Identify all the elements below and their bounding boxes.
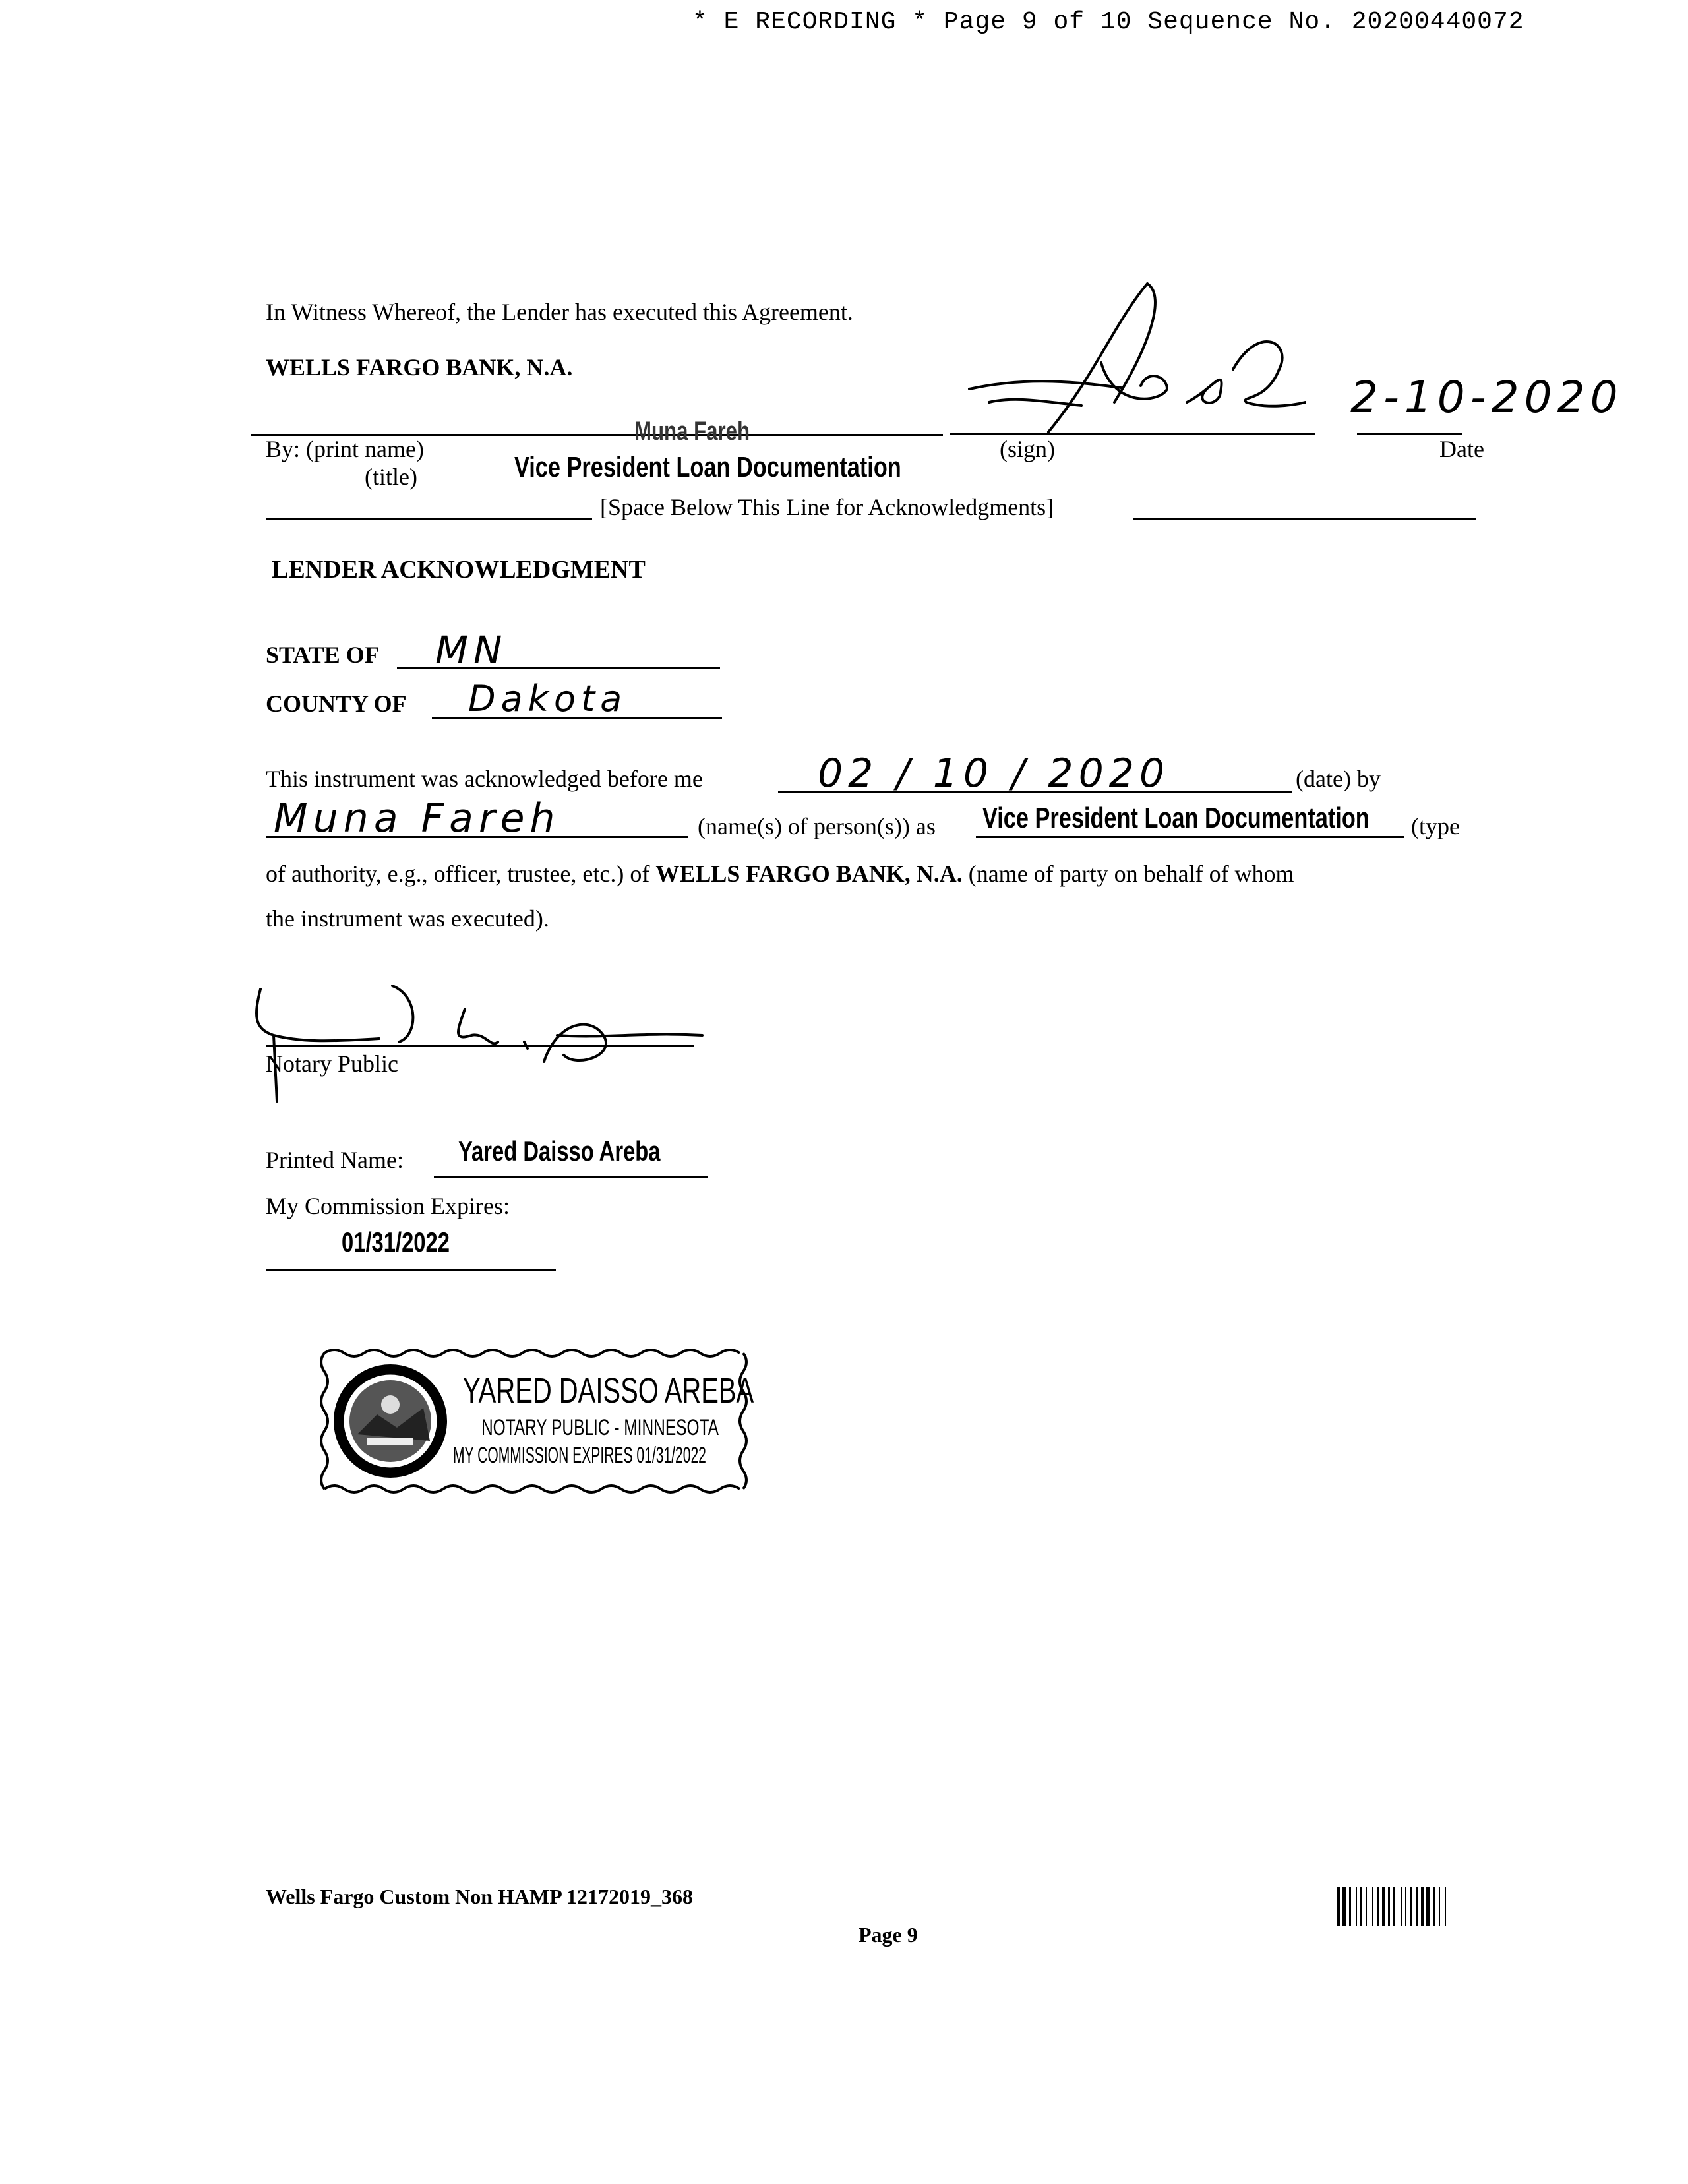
state-value: MN: [435, 628, 508, 673]
printed-name-line: [434, 1176, 708, 1178]
divider-right-line: [1133, 518, 1476, 520]
seal-title: NOTARY PUBLIC - MINNESOTA: [481, 1415, 719, 1440]
state-label: STATE OF: [266, 642, 379, 668]
title-label: (title): [365, 464, 417, 490]
barcode-bar: [1377, 1887, 1379, 1926]
date-label: Date: [1439, 436, 1484, 462]
barcode-bar: [1439, 1887, 1440, 1926]
barcode-bar: [1410, 1887, 1412, 1926]
barcode-bar: [1372, 1887, 1373, 1926]
acknowledgment-heading: LENDER ACKNOWLEDGMENT: [272, 556, 646, 584]
date-line: [1357, 433, 1462, 435]
barcode-bar: [1366, 1887, 1367, 1926]
barcode-bar: [1401, 1887, 1402, 1926]
divider-left-line: [266, 518, 592, 520]
barcode-bar: [1337, 1887, 1340, 1926]
notary-signature-line: [266, 1045, 694, 1046]
sign-label: (sign): [1000, 436, 1055, 462]
authority-line-start: of authority, e.g., officer, trustee, etc.) of: [266, 861, 650, 887]
barcode-bar: [1349, 1887, 1351, 1926]
barcode: [1337, 1887, 1490, 1926]
printed-name-label: Printed Name:: [266, 1147, 404, 1173]
form-id: Wells Fargo Custom Non HAMP 12172019_368: [266, 1885, 693, 1908]
printed-name-value: Yared Daisso Areba: [458, 1136, 661, 1167]
barcode-bar: [1393, 1887, 1395, 1926]
commission-line: [266, 1269, 556, 1271]
seal-commission: MY COMMISSION EXPIRES 01/31/2022: [453, 1443, 706, 1468]
authority-line-text: [266, 860, 1294, 888]
authority-line-end: (name of party on behalf of whom: [968, 861, 1294, 887]
ack-date-value: 02 / 10 / 2020: [818, 750, 1170, 797]
barcode-bar: [1382, 1887, 1385, 1926]
barcode-bar: [1421, 1887, 1424, 1926]
county-label: COUNTY OF: [266, 690, 407, 717]
ack-date-suffix: (date) by: [1296, 766, 1381, 792]
notary-public-label: Notary Public: [266, 1050, 398, 1077]
person-value: Muna Fareh: [274, 795, 560, 841]
seal-name: YARED DAISSO AREBA: [463, 1371, 754, 1410]
notary-seal: [318, 1345, 753, 1497]
by-print-name-label: By: (print name): [266, 436, 424, 462]
ack-divider-text: [Space Below This Line for Acknowledgments]: [600, 494, 1054, 520]
minnesota-state-seal-icon: [331, 1362, 450, 1480]
page-number: Page 9: [859, 1923, 918, 1947]
signer-name: Muna Fareh: [634, 417, 750, 446]
type-label: (type: [1411, 813, 1460, 839]
barcode-bar: [1360, 1887, 1362, 1926]
commission-label: My Commission Expires:: [266, 1193, 510, 1219]
recording-stamp: * E RECORDING * Page 9 of 10 Sequence No. 20200440072: [692, 8, 1524, 36]
signer-title: Vice President Loan Documentation: [514, 451, 901, 483]
county-value: Dakota: [468, 678, 628, 719]
barcode-bar: [1388, 1887, 1390, 1926]
barcode-bar: [1445, 1887, 1446, 1926]
barcode-bar: [1405, 1887, 1406, 1926]
party-name: WELLS FARGO BANK, N.A.: [655, 861, 963, 887]
barcode-bar: [1426, 1887, 1430, 1926]
handwritten-date: 2-10-2020: [1350, 372, 1623, 423]
barcode-bar: [1416, 1887, 1418, 1926]
lender-signature: [950, 270, 1306, 442]
ack-closing-line: the instrument was executed).: [266, 905, 549, 932]
commission-value: 01/31/2022: [342, 1227, 450, 1258]
notary-signature: [247, 976, 709, 1108]
barcode-bar: [1356, 1887, 1357, 1926]
witness-statement: In Witness Whereof, the Lender has executed this Agreement.: [266, 299, 853, 325]
person-suffix: (name(s) of person(s)) as: [698, 813, 936, 839]
barcode-bar: [1342, 1887, 1346, 1926]
authority-line: [976, 836, 1404, 838]
authority-value: Vice President Loan Documentation: [982, 802, 1370, 834]
ack-sentence-start: This instrument was acknowledged before me: [266, 766, 703, 792]
lender-name: WELLS FARGO BANK, N.A.: [266, 354, 573, 380]
barcode-bar: [1433, 1887, 1435, 1926]
